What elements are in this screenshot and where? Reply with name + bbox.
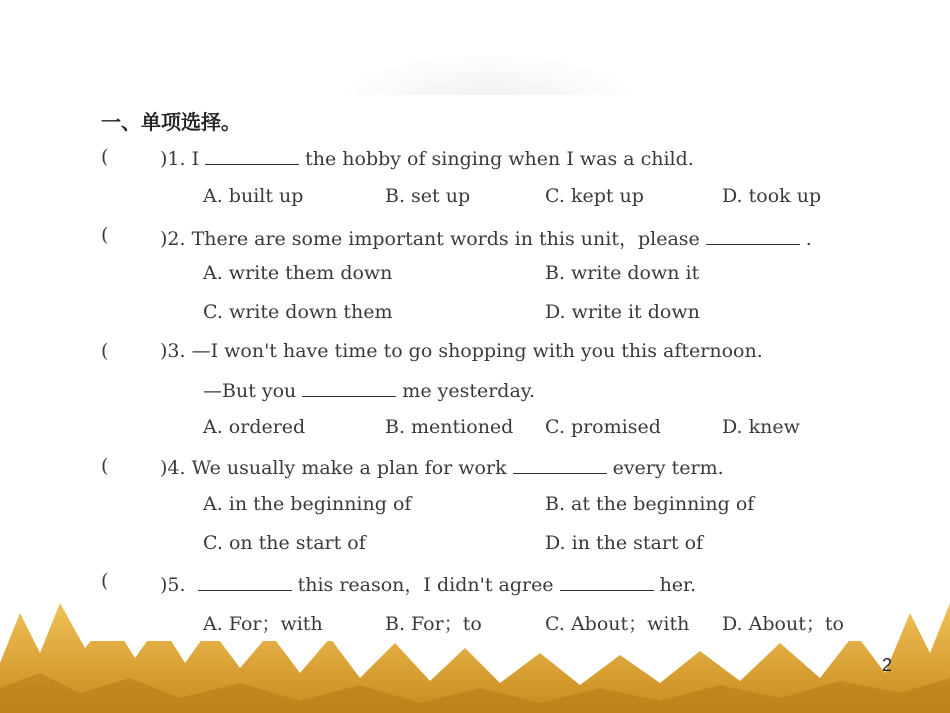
option-c: C. write down them bbox=[203, 301, 393, 323]
question-stem: We usually make a plan for work bbox=[191, 457, 507, 479]
answer-paren-open: ( bbox=[101, 570, 109, 592]
question-number: )4. bbox=[160, 457, 186, 479]
answer-blank bbox=[302, 378, 396, 397]
answer-paren-open: ( bbox=[101, 146, 109, 168]
answer-blank bbox=[513, 455, 607, 474]
question-4 bbox=[160, 455, 724, 479]
option-b: B. write down it bbox=[545, 262, 700, 284]
option-c: C. About；with bbox=[545, 613, 690, 635]
option-b: B. mentioned bbox=[385, 416, 514, 438]
answer-paren-open: ( bbox=[101, 224, 109, 246]
question-stem: every term. bbox=[612, 457, 724, 479]
option-c: C. promised bbox=[545, 416, 661, 438]
question-3-line-2 bbox=[203, 378, 535, 402]
page-number: 2 bbox=[881, 655, 892, 675]
answer-blank bbox=[198, 572, 292, 591]
option-a: A. write them down bbox=[203, 262, 393, 284]
answer-paren-open: ( bbox=[101, 455, 109, 477]
question-3 bbox=[160, 340, 763, 362]
option-d: D. took up bbox=[722, 185, 822, 207]
option-d: D. knew bbox=[722, 416, 800, 438]
option-b: B. For；to bbox=[385, 613, 482, 635]
answer-blank bbox=[706, 226, 800, 245]
question-number: )1. bbox=[160, 148, 186, 170]
question-stem: the hobby of singing when I was a child. bbox=[305, 148, 694, 170]
question-number: )2. bbox=[160, 228, 186, 250]
option-c: C. on the start of bbox=[203, 532, 366, 554]
option-d: D. in the start of bbox=[545, 532, 704, 554]
question-stem: —But you bbox=[203, 380, 297, 402]
option-b: B. at the beginning of bbox=[545, 493, 755, 515]
question-2 bbox=[160, 224, 812, 251]
option-d: D. write it down bbox=[545, 301, 700, 323]
answer-paren-open: ( bbox=[101, 340, 109, 362]
option-a: A. in the beginning of bbox=[203, 493, 412, 515]
question-stem: There are some important words in this unit，please bbox=[191, 228, 700, 250]
option-b: B. set up bbox=[385, 185, 471, 207]
question-stem: this reason，I didn't agree bbox=[297, 574, 554, 596]
section-title: 一、单项选择。 bbox=[101, 110, 241, 134]
option-a: A. built up bbox=[203, 185, 304, 207]
question-stem: —I won't have time to go shopping with you this afternoon. bbox=[191, 340, 763, 362]
option-c: C. kept up bbox=[545, 185, 644, 207]
question-1 bbox=[160, 146, 694, 170]
content-panel bbox=[82, 95, 868, 641]
question-stem: I bbox=[191, 148, 200, 170]
question-stem: . bbox=[805, 228, 812, 250]
question-5 bbox=[160, 570, 696, 597]
answer-blank bbox=[205, 146, 299, 165]
question-number: )3. bbox=[160, 340, 186, 362]
question-stem: her. bbox=[659, 574, 697, 596]
option-a: A. For；with bbox=[203, 613, 323, 635]
question-number: )5. bbox=[160, 574, 186, 596]
answer-blank bbox=[560, 572, 654, 591]
option-d: D. About；to bbox=[722, 613, 844, 635]
question-stem: me yesterday. bbox=[402, 380, 536, 402]
option-a: A. ordered bbox=[203, 416, 306, 438]
